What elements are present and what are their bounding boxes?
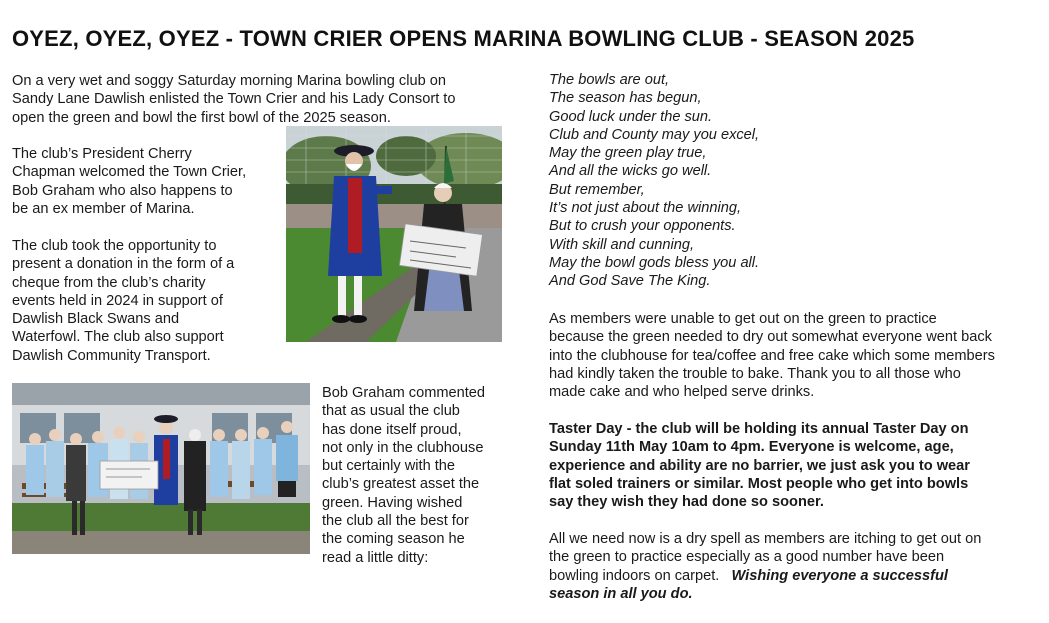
poem-line: Club and County may you excel, — [549, 126, 760, 143]
poem-line: And God Save The King. — [549, 273, 711, 290]
text-line: Bob Graham commented — [322, 385, 486, 401]
poem-line: The bowls are out, — [549, 72, 670, 88]
comment-paragraph — [322, 384, 485, 567]
club-group-photo — [12, 383, 310, 554]
text-line — [549, 567, 981, 585]
poem — [549, 71, 759, 291]
text-line: The club took the opportunity to — [12, 238, 217, 254]
town-crier-photo — [286, 126, 502, 342]
text-line: experience and ability are no barrier, we just ask you to wear — [549, 457, 970, 474]
text-line: green. Having wished — [322, 494, 463, 511]
text-line: flat soled trainers or similar. Most people who get into bowls — [549, 475, 969, 492]
closing-paragraph — [549, 530, 981, 603]
text-line: Sunday 11th May 10am to 4pm. Everyone is welcome, age, — [549, 439, 954, 456]
practice-paragraph — [549, 310, 995, 401]
text-line: As members were unable to get out on the green to practice — [549, 311, 937, 327]
poem-line: May the green play true, — [549, 145, 707, 162]
page-title: OYEZ, OYEZ, OYEZ - TOWN CRIER OPENS MARINA BOWLING CLUB - SEASON 2025 — [12, 26, 915, 51]
closing-wish: season in all you do. — [549, 585, 693, 602]
text-line: the club all the best for — [322, 513, 469, 530]
text-line: but certainly with the — [322, 458, 456, 475]
text-line: Dawlish Community Transport. — [12, 347, 211, 364]
text-line: On a very wet and soggy Saturday morning Marina bowling club on — [12, 73, 446, 89]
poem-line: But to crush your opponents. — [549, 218, 736, 235]
text-line: read a little ditty: — [322, 549, 429, 566]
text-line: events held in 2024 in support of — [12, 292, 223, 309]
text-line: club’s greatest asset the — [322, 476, 480, 493]
text-line: that as usual the club — [322, 403, 460, 420]
poem-line: May the bowl gods bless you all. — [549, 254, 760, 271]
text-line: had kindly taken the trouble to bake. Thank you to all those who — [549, 365, 961, 382]
intro-paragraph — [12, 72, 455, 127]
text-line: not only in the clubhouse — [322, 439, 484, 456]
text-line: into the clubhouse for tea/coffee and free cake which some members — [549, 347, 995, 364]
text-line: Waterfowl. The club also support — [12, 329, 224, 346]
text-line: Sandy Lane Dawlish enlisted the Town Crier and his Lady Consort to — [12, 91, 456, 108]
text-line: Bob Graham who also happens to — [12, 182, 233, 199]
donation-paragraph — [12, 237, 234, 365]
text-line: All we need now is a dry spell as members are itching to get out on — [549, 531, 982, 547]
poem-line: And all the wicks go well. — [549, 163, 712, 180]
text-line: Chapman welcomed the Town Crier, — [12, 164, 247, 181]
text-line: say they wish they had done so sooner. — [549, 494, 824, 511]
poem-line: With skill and cunning, — [549, 236, 695, 253]
closing-wish: Wishing everyone a successful — [731, 567, 948, 584]
text-line: has done itself proud, — [322, 421, 462, 438]
poem-line: The season has begun, — [549, 90, 702, 107]
text-line: the green to practice especially as a good number have been — [549, 549, 945, 566]
text-line: cheque from the club’s charity — [12, 274, 206, 291]
text-line: Dawlish Black Swans and — [12, 311, 180, 328]
text-line: be an ex member of Marina. — [12, 200, 195, 217]
text-line: the coming season he — [322, 531, 465, 548]
poem-line: It’s not just about the winning, — [549, 200, 742, 217]
text-line: made cake and who helped serve drinks. — [549, 384, 815, 401]
poem-line: Good luck under the sun. — [549, 108, 713, 125]
text-fragment: bowling indoors on carpet. — [549, 567, 732, 584]
text-line: present a donation in the form of a — [12, 256, 235, 273]
text-line: The club’s President Cherry — [12, 146, 192, 162]
text-line: because the green needed to dry out somewhat everyone went back — [549, 329, 992, 346]
text-line: open the green and bowl the first bowl of the 2025 season. — [12, 109, 391, 126]
taster-day-paragraph — [549, 420, 970, 511]
text-line: Taster Day - the club will be holding its annual Taster Day on — [549, 421, 969, 437]
poem-line: But remember, — [549, 181, 645, 198]
president-paragraph — [12, 145, 246, 218]
